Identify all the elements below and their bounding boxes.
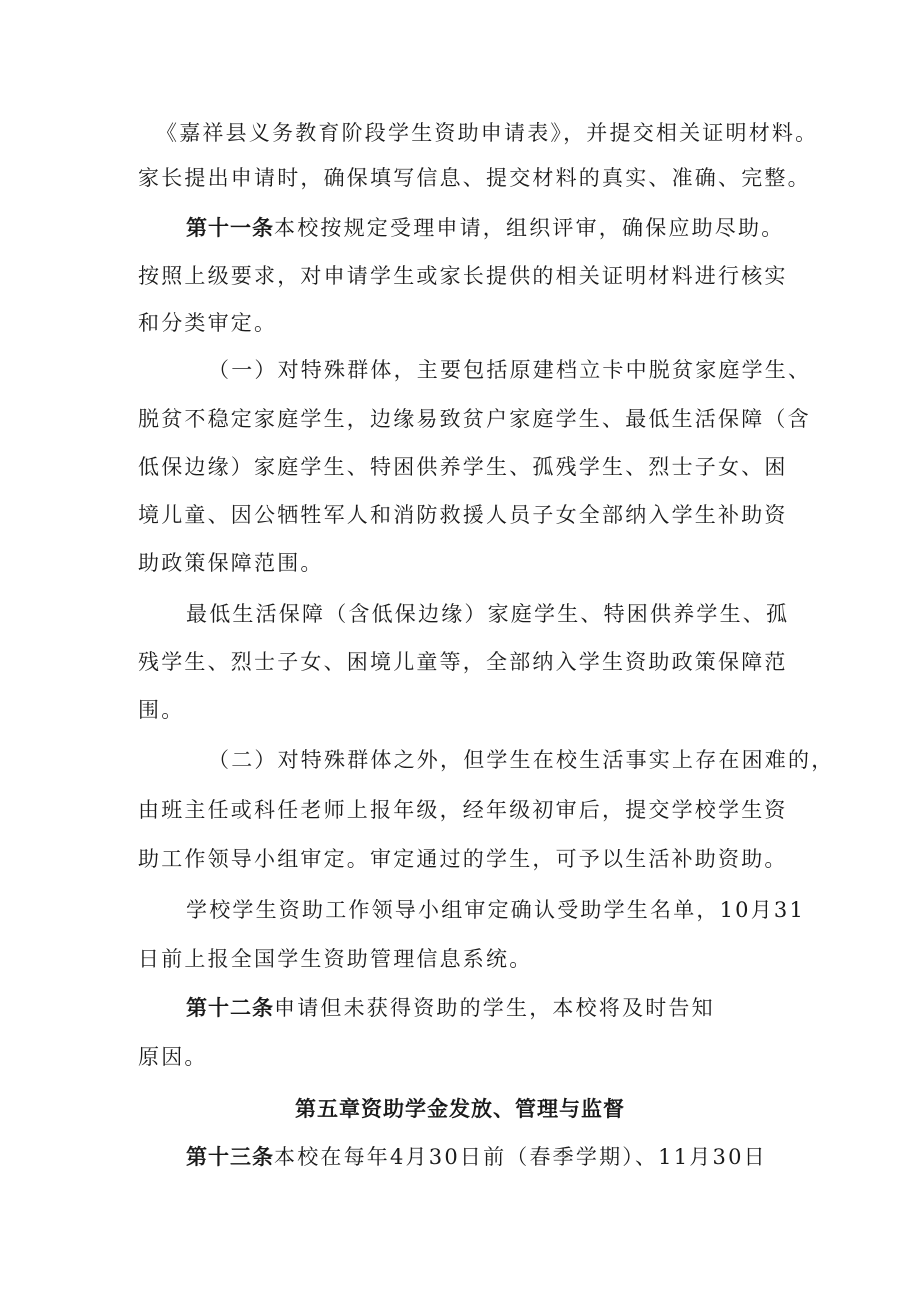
paragraph-line: 助工作领导小组审定。审定通过的学生，可予以生活补助资助。	[138, 847, 788, 871]
paragraph-line: 学校学生资助工作领导小组审定确认受助学生名单，10月31	[186, 898, 806, 922]
paragraph-line: 《嘉祥县义务教育阶段学生资助申请表》，并提交相关证明材料。	[156, 121, 819, 145]
chapter-heading: 第五章资助学金发放、管理与监督	[295, 1097, 625, 1121]
paragraph-line: （二）对特殊群体之外，但学生在校生活事实上存在困难的，	[208, 748, 835, 772]
paragraph-line: 残学生、烈士子女、困境儿童等，全部纳入学生资助政策保障范	[138, 650, 788, 674]
paragraph-line: 和分类审定。	[138, 311, 278, 335]
paragraph-line: 按照上级要求，对申请学生或家长提供的相关证明材料进行核实	[138, 264, 788, 288]
paragraph-line: 助政策保障范围。	[138, 551, 324, 575]
article-label: 第十三条	[186, 1145, 274, 1169]
paragraph-line: 境儿童、因公牺牲军人和消防救援人员子女全部纳入学生补助资	[138, 503, 788, 527]
article-11-line: 第十一条本校按规定受理申请，组织评审，确保应助尽助。	[186, 216, 785, 240]
article-label: 第十一条	[186, 216, 274, 240]
article-12-line: 第十二条申请但未获得资助的学生，本校将及时告知	[186, 996, 715, 1020]
paragraph-line: 低保边缘）家庭学生、特困供养学生、孤残学生、烈士子女、困	[138, 455, 788, 479]
paragraph-line: 最低生活保障（含低保边缘）家庭学生、特困供养学生、孤	[186, 602, 790, 626]
paragraph-line: 日前上报全国学生资助管理信息系统。	[138, 947, 533, 971]
paragraph-line: 由班主任或科任老师上报年级，经年级初审后，提交学校学生资	[138, 798, 788, 822]
paragraph-line: 围。	[138, 698, 185, 722]
paragraph-line: （一）对特殊群体，主要包括原建档立卡中脱贫家庭学生、	[208, 358, 812, 382]
paragraph-line: 脱贫不稳定家庭学生，边缘易致贫户家庭学生、最低生活保障（含	[138, 407, 811, 431]
article-13-line: 第十三条本校在每年4月30日前（春季学期）、11月30日	[186, 1145, 767, 1169]
article-label: 第十二条	[186, 996, 274, 1020]
paragraph-line: 家长提出申请时，确保填写信息、提交材料的真实、准确、完整。	[138, 166, 811, 190]
paragraph-line: 原因。	[138, 1045, 208, 1069]
